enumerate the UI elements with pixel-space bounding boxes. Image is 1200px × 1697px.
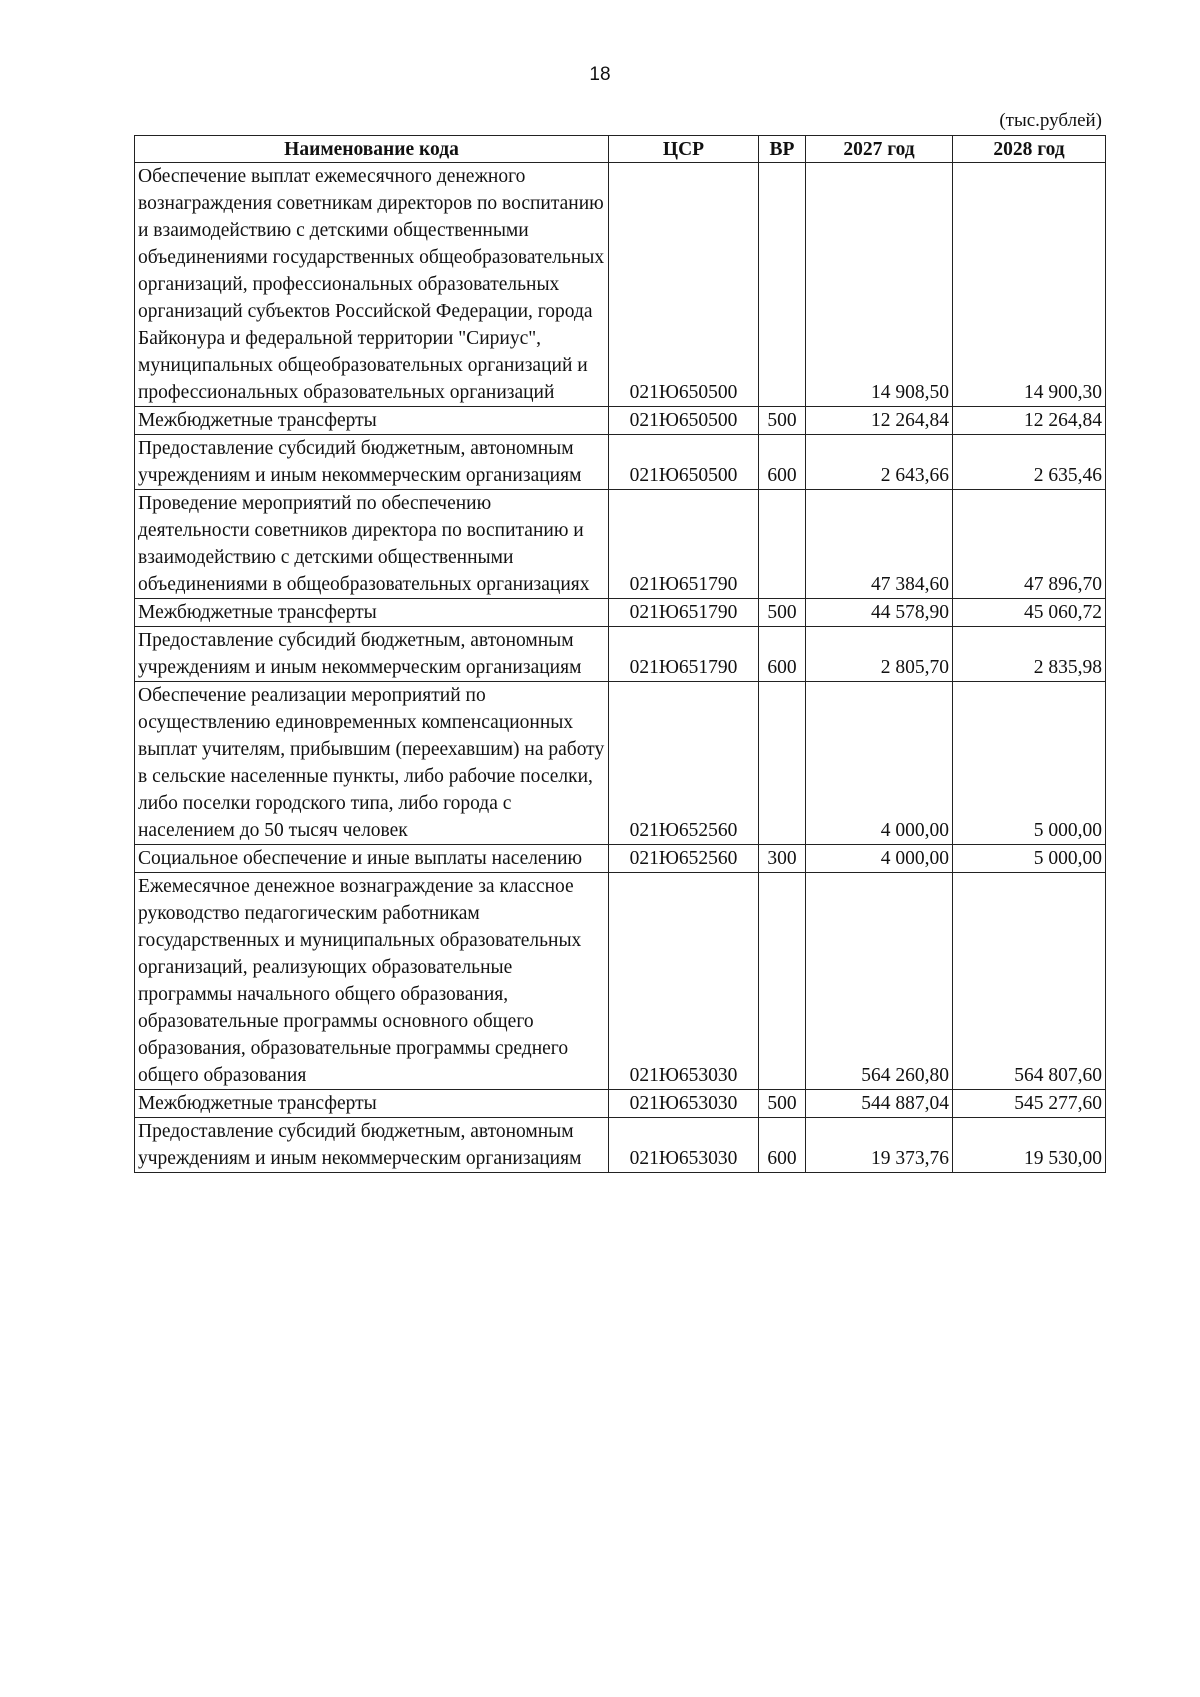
- row-2028: 14 900,30: [953, 163, 1106, 407]
- row-csr: 021Ю651790: [609, 599, 759, 627]
- row-csr: 021Ю650500: [609, 163, 759, 407]
- row-2028: 5 000,00: [953, 845, 1106, 873]
- row-vr: 500: [759, 599, 806, 627]
- row-name: Социальное обеспечение и иные выплаты населению: [135, 845, 609, 873]
- page-number: 18: [589, 64, 611, 85]
- row-2028: 2 835,98: [953, 627, 1106, 682]
- row-vr: [759, 873, 806, 1090]
- table-row: [135, 490, 1106, 599]
- row-csr: 021Ю652560: [609, 682, 759, 845]
- row-2028: 45 060,72: [953, 599, 1106, 627]
- row-csr: 021Ю653030: [609, 1090, 759, 1118]
- row-name: Обеспечение выплат ежемесячного денежного вознаграждения советникам директоров по воспитанию и взаимодействию с детскими общественными объединениями государственных общеобразовательных организаций, профессиональных образовательных организаций субъектов Российской Федерации, города Байконура и федеральной территории "Сириус", муниципальных общеобразовательных организаций и профессиональных образовательных организаций: [135, 163, 609, 407]
- row-2028: 19 530,00: [953, 1118, 1106, 1173]
- table-row: [135, 873, 1106, 1090]
- row-name: Проведение мероприятий по обеспечению деятельности советников директора по воспитанию и взаимодействию с детскими общественными объединениями в общеобразовательных организациях: [135, 490, 609, 599]
- row-vr: 300: [759, 845, 806, 873]
- table-row: [135, 599, 1106, 627]
- table-row: [135, 163, 1106, 407]
- row-csr: 021Ю653030: [609, 873, 759, 1090]
- row-2027: 19 373,76: [806, 1118, 953, 1173]
- row-csr: 021Ю650500: [609, 407, 759, 435]
- row-vr: 600: [759, 435, 806, 490]
- table-row: [135, 1090, 1106, 1118]
- table-row: [135, 627, 1106, 682]
- row-vr: [759, 490, 806, 599]
- table-header-row: [135, 136, 1106, 163]
- row-csr: 021Ю651790: [609, 627, 759, 682]
- table-row: [135, 407, 1106, 435]
- row-vr: 600: [759, 1118, 806, 1173]
- row-2027: 4 000,00: [806, 682, 953, 845]
- row-name: Межбюджетные трансферты: [135, 407, 609, 435]
- row-name: Межбюджетные трансферты: [135, 1090, 609, 1118]
- row-2028: 47 896,70: [953, 490, 1106, 599]
- row-vr: 600: [759, 627, 806, 682]
- table-row: [135, 1118, 1106, 1173]
- table-row: [135, 682, 1106, 845]
- row-name: Ежемесячное денежное вознаграждение за классное руководство педагогическим работникам государственных и муниципальных образовательных организаций, реализующих образовательные программы начального общего образования, образовательные программы основного общего образования, образовательные программы среднего общего образования: [135, 873, 609, 1090]
- header-csr: ЦСР: [609, 136, 759, 163]
- units-label: (тыс.рублей): [999, 110, 1102, 131]
- table-row: [135, 435, 1106, 490]
- header-2028: 2028 год: [953, 136, 1106, 163]
- row-2027: 2 805,70: [806, 627, 953, 682]
- row-name: Предоставление субсидий бюджетным, автономным учреждениям и иным некоммерческим организациям: [135, 1118, 609, 1173]
- row-vr: 500: [759, 407, 806, 435]
- row-2027: 4 000,00: [806, 845, 953, 873]
- header-2027: 2027 год: [806, 136, 953, 163]
- header-vr: ВР: [759, 136, 806, 163]
- row-csr: 021Ю651790: [609, 490, 759, 599]
- row-vr: [759, 682, 806, 845]
- budget-table: [134, 135, 1106, 1173]
- row-name: Межбюджетные трансферты: [135, 599, 609, 627]
- row-csr: 021Ю650500: [609, 435, 759, 490]
- row-name: Предоставление субсидий бюджетным, автономным учреждениям и иным некоммерческим организациям: [135, 627, 609, 682]
- row-csr: 021Ю653030: [609, 1118, 759, 1173]
- row-csr: 021Ю652560: [609, 845, 759, 873]
- row-2027: 47 384,60: [806, 490, 953, 599]
- row-2027: 544 887,04: [806, 1090, 953, 1118]
- row-2027: 44 578,90: [806, 599, 953, 627]
- table-row: [135, 845, 1106, 873]
- row-2028: 2 635,46: [953, 435, 1106, 490]
- row-2028: 545 277,60: [953, 1090, 1106, 1118]
- row-2028: 5 000,00: [953, 682, 1106, 845]
- row-2028: 564 807,60: [953, 873, 1106, 1090]
- row-vr: [759, 163, 806, 407]
- row-2027: 564 260,80: [806, 873, 953, 1090]
- row-2027: 2 643,66: [806, 435, 953, 490]
- row-2028: 12 264,84: [953, 407, 1106, 435]
- row-vr: 500: [759, 1090, 806, 1118]
- row-2027: 14 908,50: [806, 163, 953, 407]
- row-name: Предоставление субсидий бюджетным, автономным учреждениям и иным некоммерческим организациям: [135, 435, 609, 490]
- header-name: Наименование кода: [135, 136, 609, 163]
- row-2027: 12 264,84: [806, 407, 953, 435]
- row-name: Обеспечение реализации мероприятий по осуществлению единовременных компенсационных выплат учителям, прибывшим (переехавшим) на работу в сельские населенные пункты, либо рабочие поселки, либо поселки городского типа, либо города с населением до 50 тысяч человек: [135, 682, 609, 845]
